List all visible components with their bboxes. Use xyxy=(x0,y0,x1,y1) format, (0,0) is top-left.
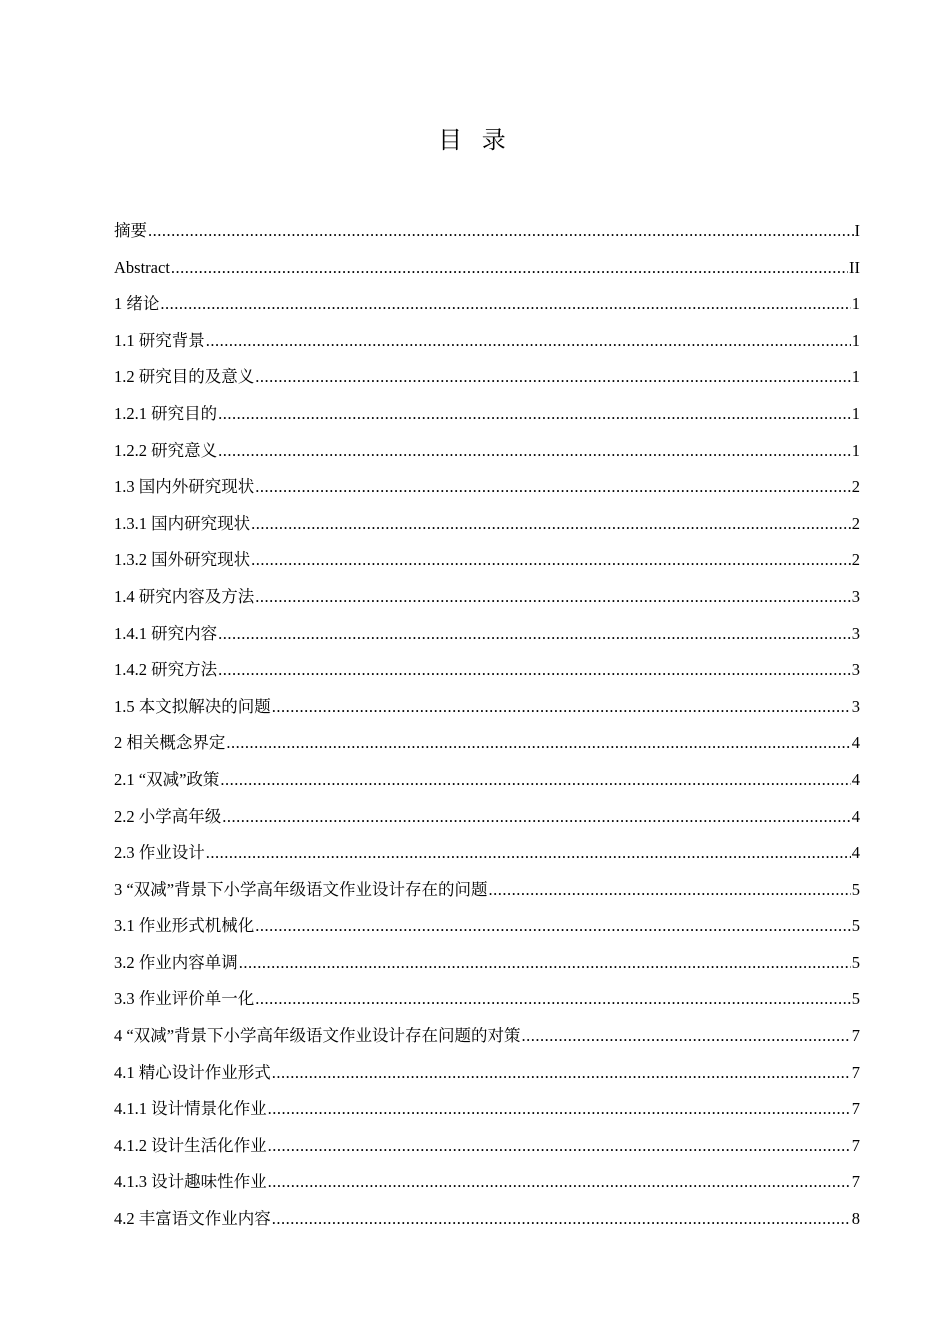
toc-entry[interactable] xyxy=(114,250,860,287)
toc-entry-label: 3 “双减”背景下小学高年级语文作业设计存在的问题 xyxy=(114,879,488,899)
toc-entry[interactable] xyxy=(114,981,860,1018)
toc-entry-page-number: 4 xyxy=(851,733,860,753)
toc-entry-page-number: 7 xyxy=(851,1026,860,1046)
toc-entry[interactable] xyxy=(114,506,860,543)
toc-entry-page-number: II xyxy=(849,257,860,277)
toc-entry-page-number: 8 xyxy=(851,1209,860,1229)
toc-dot-leader xyxy=(218,616,851,653)
toc-entry-page-number: 7 xyxy=(851,1135,860,1155)
toc-dot-leader xyxy=(206,835,851,872)
toc-dot-leader xyxy=(268,1128,851,1165)
toc-entry-label: 3.3 作业评价单一化 xyxy=(114,989,255,1009)
toc-entry-label: 1.5 本文拟解决的问题 xyxy=(114,696,271,716)
page-title: 目 录 xyxy=(438,126,512,154)
toc-entry-page-number: 5 xyxy=(851,879,860,899)
toc-entry-label: 1.2.2 研究意义 xyxy=(114,440,218,460)
toc-entry-label: 2.2 小学高年级 xyxy=(114,806,222,826)
toc-entry-label: 3.1 作业形式机械化 xyxy=(114,916,255,936)
toc-entry-label: 4 “双减”背景下小学高年级语文作业设计存在问题的对策 xyxy=(114,1026,521,1046)
toc-entry[interactable] xyxy=(114,286,860,323)
toc-dot-leader xyxy=(255,469,851,506)
toc-entry[interactable] xyxy=(114,542,860,579)
toc-entry-page-number: 1 xyxy=(851,330,860,350)
toc-entry[interactable] xyxy=(114,1018,860,1055)
toc-dot-leader xyxy=(222,799,851,836)
toc-dot-leader xyxy=(268,1164,851,1201)
toc-entry-page-number: 2 xyxy=(851,550,860,570)
toc-dot-leader xyxy=(226,725,850,762)
toc-entry[interactable] xyxy=(114,799,860,836)
toc-entry[interactable] xyxy=(114,323,860,360)
toc-entry[interactable] xyxy=(114,652,860,689)
table-of-contents xyxy=(114,213,860,1238)
toc-entry[interactable] xyxy=(114,1055,860,1092)
toc-entry-page-number: 3 xyxy=(851,660,860,680)
toc-entry-label: 4.1.2 设计生活化作业 xyxy=(114,1135,267,1155)
toc-entry-label: 1.2.1 研究目的 xyxy=(114,403,218,423)
toc-entry-page-number: 7 xyxy=(851,1099,860,1119)
toc-dot-leader xyxy=(148,213,854,250)
toc-entry-page-number: 7 xyxy=(851,1172,860,1192)
toc-dot-leader xyxy=(272,1055,851,1092)
toc-entry-label: 1 绪论 xyxy=(114,294,160,314)
toc-entry-label: 4.1 精心设计作业形式 xyxy=(114,1062,271,1082)
toc-dot-leader xyxy=(239,945,851,982)
toc-entry[interactable] xyxy=(114,835,860,872)
toc-entry-label: 1.4.1 研究内容 xyxy=(114,623,218,643)
toc-entry-page-number: 3 xyxy=(851,586,860,606)
toc-entry[interactable] xyxy=(114,396,860,433)
toc-entry[interactable] xyxy=(114,433,860,470)
toc-dot-leader xyxy=(218,652,851,689)
toc-entry[interactable] xyxy=(114,762,860,799)
toc-entry-label: 1.3.2 国外研究现状 xyxy=(114,550,251,570)
toc-dot-leader xyxy=(255,981,851,1018)
toc-entry-page-number: 4 xyxy=(851,769,860,789)
toc-entry-page-number: 1 xyxy=(851,403,860,423)
toc-dot-leader xyxy=(206,323,851,360)
toc-entry-label: 2.3 作业设计 xyxy=(114,843,205,863)
toc-entry[interactable] xyxy=(114,579,860,616)
toc-entry-page-number: 2 xyxy=(851,513,860,533)
toc-entry[interactable] xyxy=(114,1201,860,1238)
toc-entry-page-number: I xyxy=(854,221,860,240)
toc-entry-label: 摘要 xyxy=(114,221,147,240)
toc-entry[interactable] xyxy=(114,1091,860,1128)
toc-entry-label: 1.3 国内外研究现状 xyxy=(114,477,255,497)
toc-entry-page-number: 1 xyxy=(851,440,860,460)
toc-dot-leader xyxy=(160,286,850,323)
toc-dot-leader xyxy=(268,1091,851,1128)
toc-dot-leader xyxy=(171,250,848,287)
toc-entry-label: 2.1 “双减”政策 xyxy=(114,769,220,789)
toc-entry[interactable] xyxy=(114,872,860,909)
toc-entry-label: 3.2 作业内容单调 xyxy=(114,952,238,972)
toc-entry-page-number: 3 xyxy=(851,696,860,716)
toc-dot-leader xyxy=(251,542,851,579)
toc-dot-leader xyxy=(218,396,851,433)
toc-dot-leader xyxy=(255,908,851,945)
toc-entry-label: 1.3.1 国内研究现状 xyxy=(114,513,251,533)
toc-entry-label: 2 相关概念界定 xyxy=(114,733,226,753)
toc-entry-page-number: 1 xyxy=(851,367,860,387)
toc-entry-label: 4.1.1 设计情景化作业 xyxy=(114,1099,267,1119)
toc-dot-leader xyxy=(220,762,850,799)
toc-entry-label: 4.2 丰富语文作业内容 xyxy=(114,1209,271,1229)
toc-entry[interactable] xyxy=(114,213,860,250)
toc-entry-label: 1.4 研究内容及方法 xyxy=(114,586,255,606)
toc-entry[interactable] xyxy=(114,945,860,982)
toc-entry[interactable] xyxy=(114,1128,860,1165)
toc-entry-page-number: 5 xyxy=(851,989,860,1009)
toc-entry-label: 1.2 研究目的及意义 xyxy=(114,367,255,387)
toc-dot-leader xyxy=(272,1201,851,1238)
toc-entry[interactable] xyxy=(114,1164,860,1201)
toc-entry-page-number: 4 xyxy=(851,843,860,863)
toc-entry-page-number: 7 xyxy=(851,1062,860,1082)
toc-entry[interactable] xyxy=(114,359,860,396)
toc-entry-label: 1.1 研究背景 xyxy=(114,330,205,350)
toc-entry-label: 4.1.3 设计趣味性作业 xyxy=(114,1172,267,1192)
toc-dot-leader xyxy=(522,1018,851,1055)
toc-dot-leader xyxy=(218,433,851,470)
toc-entry-page-number: 1 xyxy=(851,294,860,314)
toc-entry[interactable] xyxy=(114,469,860,506)
toc-entry-page-number: 5 xyxy=(851,952,860,972)
toc-entry-label: 1.4.2 研究方法 xyxy=(114,660,218,680)
toc-dot-leader xyxy=(489,872,851,909)
toc-entry-page-number: 2 xyxy=(851,477,860,497)
toc-entry[interactable] xyxy=(114,908,860,945)
toc-entry-page-number: 5 xyxy=(851,916,860,936)
toc-entry[interactable] xyxy=(114,725,860,762)
toc-dot-leader xyxy=(255,359,851,396)
toc-entry-label: Abstract xyxy=(114,257,170,277)
toc-dot-leader xyxy=(255,579,851,616)
toc-entry-page-number: 3 xyxy=(851,623,860,643)
toc-entry-page-number: 4 xyxy=(851,806,860,826)
toc-dot-leader xyxy=(251,506,851,543)
toc-entry[interactable] xyxy=(114,689,860,726)
toc-entry[interactable] xyxy=(114,616,860,653)
toc-dot-leader xyxy=(272,689,851,726)
